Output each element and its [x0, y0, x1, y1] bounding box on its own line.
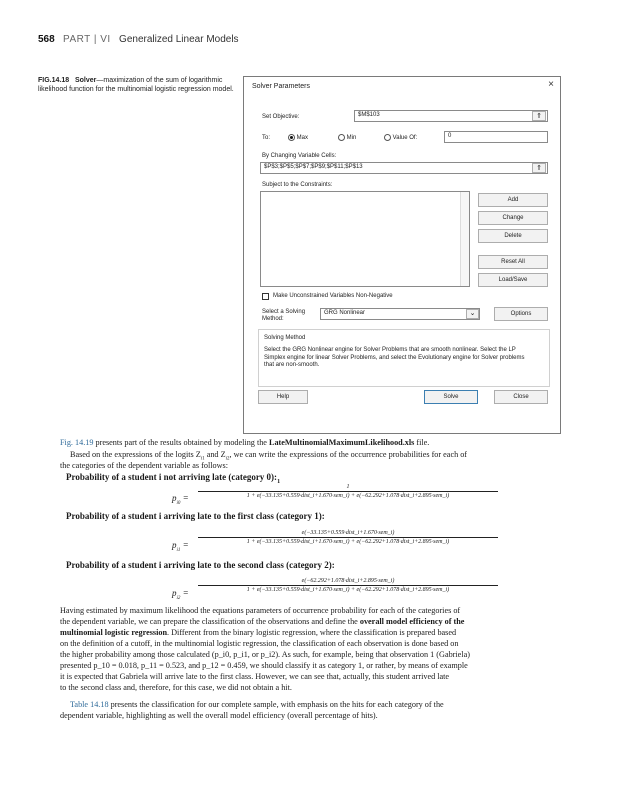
solver-parameters-dialog: [243, 76, 561, 434]
options-button[interactable]: Options: [494, 307, 548, 321]
p3-line-2b: overall model efficiency of the: [359, 617, 465, 626]
changing-cells-input[interactable]: [260, 162, 548, 174]
p4-text: presents the classification for our complete sample, with emphasis on the hits for each category of the: [110, 700, 444, 709]
para2-text: Based on the expressions of the logits Z: [70, 450, 201, 459]
help-button[interactable]: Help: [258, 390, 308, 404]
p1-label: $p_{i1}$ =: [172, 540, 189, 553]
solving-method-group: [258, 329, 550, 387]
changing-cells-value: $P$3;$P$5;$P$7;$P$9;$P$11;$P$13: [264, 164, 363, 170]
objective-value: $M$103: [358, 112, 380, 118]
collapse-objective-icon[interactable]: ⇑: [532, 111, 546, 121]
p3-line-1: Having estimated by maximum likelihood the equations parameters of occurrence probability for each of the categories of: [60, 606, 461, 615]
p1-sub: i1: [176, 547, 181, 553]
p1-numerator: e(−33.135+0.559·dist_i+1.670·sem_i): [301, 530, 395, 536]
p3-line-3a: multinomial logistic regression: [60, 628, 168, 637]
max-radio-dot: [288, 134, 295, 141]
para1-end: file.: [416, 438, 430, 447]
constraints-list[interactable]: [260, 191, 470, 287]
p2-p: p: [172, 588, 177, 598]
heading-category-2: Probability of a student i arriving late to the second class (category 2):: [66, 560, 335, 570]
p3-line-3b: . Different from the binary logistic regression, where the classification is prepared based: [167, 628, 457, 637]
page-number: 568: [38, 34, 55, 45]
constraints-scrollbar[interactable]: [460, 192, 469, 286]
heading-category-1: Probability of a student i arriving late to the first class (category 1):: [66, 511, 325, 521]
to-label: To:: [262, 135, 271, 141]
changing-cells-label: By Changing Variable Cells:: [262, 153, 337, 159]
reset-all-button[interactable]: Reset All: [478, 255, 548, 269]
p2-sub: i2: [176, 595, 181, 601]
para1-text: presents part of the results obtained by modeling the: [95, 438, 267, 447]
p3-line-7: it is expected that Gabriela will arrive late to the first class. However, we can see that, actually, this student arrived late: [60, 672, 450, 681]
change-button[interactable]: Change: [478, 211, 548, 225]
p0-numerator: 1: [346, 484, 350, 490]
paragraph-3: [60, 605, 570, 693]
p1-fraction: [198, 530, 498, 545]
paragraph-2-cont: the categories of the dependent variable as follows:: [60, 461, 229, 470]
p3-line-6: presented p_10 = 0.018, p_11 = 0.523, and p_12 = 0.459, we should classify it as category 1, or rather, by means of example: [60, 661, 468, 670]
p0-p: p: [172, 493, 177, 503]
chapter-title: Generalized Linear Models: [119, 34, 239, 45]
close-button[interactable]: Close: [494, 390, 548, 404]
unconstrained-checkbox[interactable]: [262, 293, 269, 300]
collapse-cells-icon[interactable]: ⇑: [532, 163, 546, 173]
p1-bar: [198, 537, 498, 538]
p2-denominator: 1 + e(−33.135+0.559·dist_i+1.670·sem_i) + e(−62.292+1.078·dist_i+2.895·sem_i): [246, 587, 450, 593]
p1-p: p: [172, 540, 177, 550]
min-radio-dot: [338, 134, 345, 141]
p0-bar: [198, 491, 498, 492]
delete-button[interactable]: Delete: [478, 229, 548, 243]
set-objective-label: Set Objective:: [262, 114, 300, 120]
objective-input[interactable]: [354, 110, 548, 122]
figure-caption-bold: Solver: [74, 77, 97, 84]
para2-sub2: i2: [225, 456, 230, 462]
p2-bar: [198, 585, 498, 586]
select-method-line-2: Method:: [262, 316, 284, 322]
unconstrained-label: Make Unconstrained Variables Non-Negative: [273, 293, 393, 299]
figure-caption: [38, 76, 238, 94]
p3-line-2: [60, 616, 570, 627]
method-select[interactable]: [320, 308, 480, 320]
para2-sub1: i1: [200, 456, 205, 462]
p3-line-2a: the dependent variable, we can prepare the classification of the observations and define the: [60, 617, 358, 626]
paragraph-4-cont: dependent variable, highlighting as well the overall model efficiency (overall percentage of hits).: [60, 711, 378, 720]
dialog-title: Solver Parameters: [252, 83, 310, 90]
solving-method-title: Solving Method: [264, 335, 306, 341]
paragraph-4: [70, 699, 570, 710]
p0-sub: i0: [176, 500, 181, 506]
chevron-down-icon[interactable]: ⌄: [466, 309, 479, 319]
file-name: LateMultinomialMaximumLikelihood.xls: [269, 438, 415, 447]
p3-line-3: [60, 627, 570, 638]
running-header: [38, 34, 239, 45]
constraints-label: Subject to the Constraints:: [262, 182, 333, 188]
close-icon[interactable]: ×: [548, 79, 554, 90]
max-label: Max: [296, 135, 309, 142]
value-of-radio-dot: [384, 134, 391, 141]
value-of-label: Value Of:: [392, 135, 418, 142]
figure-link[interactable]: Fig. 14.19: [60, 438, 94, 447]
para2-b: , we can write the expressions of the occurrence probabilities for each of: [229, 450, 468, 459]
paragraph-1: [60, 437, 429, 448]
figure-caption-text: —maximization of the sum of logarithmic likelihood function for the multinomial logistic regression model.: [38, 77, 234, 93]
p3-line-5: the higher probability among those calculated (p_i0, p_i1, or p_i2). As such, for example, being that observation 1 (Gabriela): [60, 650, 470, 659]
select-method-label: [262, 309, 305, 323]
table-link[interactable]: Table 14.18: [70, 700, 109, 709]
select-method-line-1: Select a Solving: [262, 309, 306, 315]
figure-label: FIG.14.18: [38, 77, 70, 84]
value-of-input[interactable]: [444, 131, 548, 143]
p0-label: $p_{i0}$ =: [172, 493, 189, 506]
value-of-value: 0: [448, 133, 452, 139]
h0-sub: 1: [277, 478, 281, 485]
load-save-button[interactable]: Load/Save: [478, 273, 548, 287]
p3-line-8: to the second class and, therefore, for this case, we did not obtain a hit.: [60, 683, 292, 692]
solve-button[interactable]: Solve: [424, 390, 478, 404]
min-radio[interactable]: [338, 134, 356, 141]
p2-label: $p_{i2}$ =: [172, 588, 189, 601]
p1-denominator: 1 + e(−33.135+0.559·dist_i+1.670·sem_i) + e(−62.292+1.078·dist_i+2.895·sem_i): [246, 539, 450, 545]
method-value: GRG Nonlinear: [324, 310, 366, 316]
value-of-radio[interactable]: [384, 134, 417, 141]
min-label: Min: [346, 135, 357, 142]
part-label: PART | VI: [63, 34, 111, 45]
para2-mid: and Z: [206, 450, 226, 459]
add-button[interactable]: Add: [478, 193, 548, 207]
p0-denominator: 1 + e(−33.135+0.559·dist_i+1.670·sem_i) + e(−62.292+1.078·dist_i+2.895·sem_i): [246, 493, 450, 499]
p2-fraction: [198, 578, 498, 593]
solving-method-text: Select the GRG Nonlinear engine for Solver Problems that are smooth nonlinear. Select the LP Simplex engine for linear Solver Problems, and select the Evolutionary engine for Solver problems that are non-smooth.: [264, 347, 525, 368]
max-radio[interactable]: [288, 134, 308, 141]
h0-text: Probability of a student i not arriving late (category 0):: [66, 472, 278, 482]
p0-fraction: [198, 484, 498, 499]
p3-line-4: on the definition of a cutoff, in the multinomial logistic regression, the classification of each observation is done based on: [60, 639, 459, 648]
p2-numerator: e(−62.292+1.078·dist_i+2.895·sem_i): [301, 578, 395, 584]
